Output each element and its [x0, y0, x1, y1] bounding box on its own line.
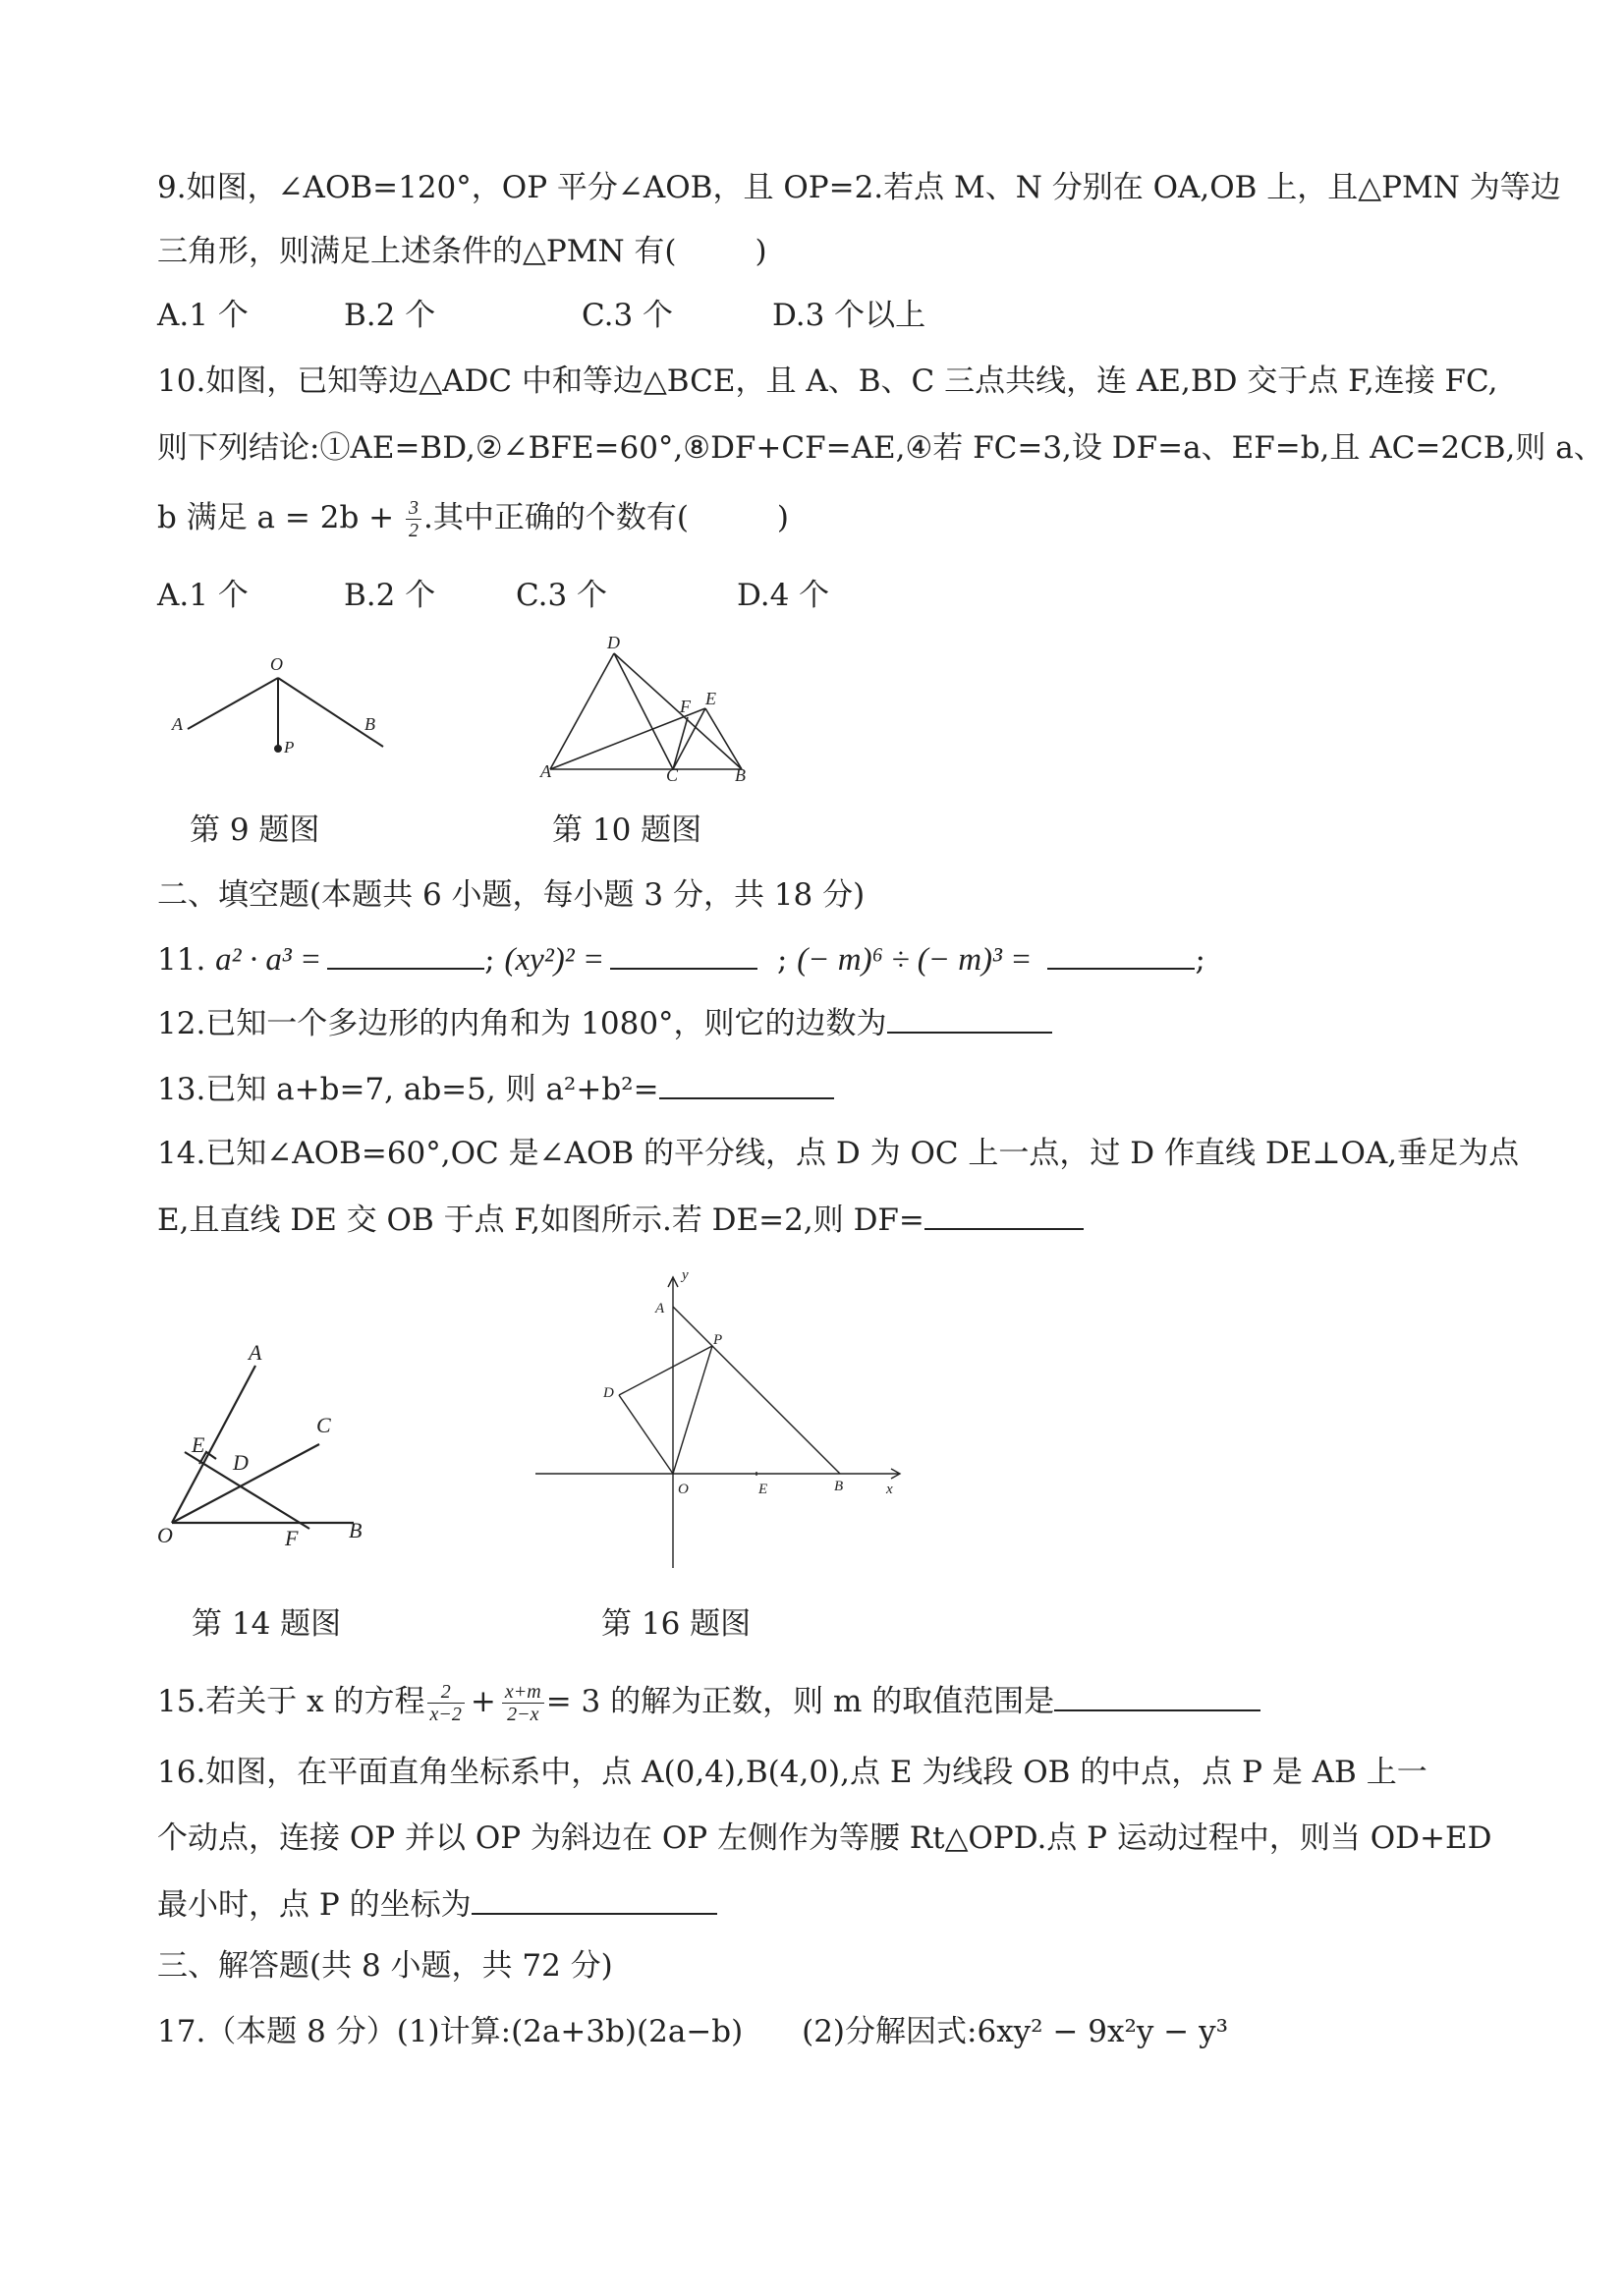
label-x: x — [886, 1482, 893, 1497]
q9-text: 三角形，则满足上述条件的△PMN 有( — [157, 234, 677, 269]
figure-16 — [521, 1258, 914, 1582]
q16-line1: 16.如图，在平面直角坐标系中，点 A(0,4),B(4,0),点 E 为线段 OB 的中点，点 P 是 AB 上一 — [157, 1755, 1427, 1790]
label-c: C — [666, 765, 679, 781]
caption-fig9: 第 9 题图 — [190, 812, 320, 848]
q12-blank[interactable] — [887, 1002, 1052, 1034]
section-2-heading: 二、填空题(本题共 6 小题，每小题 3 分，共 18 分) — [157, 877, 866, 913]
q10-line1: 10.如图，已知等边△ADC 中和等边△BCE，且 A、B、C 三点共线，连 AE,BD 交于点 F,连接 FC, — [157, 364, 1498, 399]
q10-option-d: D.4 个 — [737, 578, 830, 613]
label-e: E — [192, 1432, 205, 1457]
q10-formula-pre: b 满足 a = 2b + — [157, 500, 404, 535]
q17-line — [157, 2011, 1228, 2052]
q11-blank3[interactable] — [1047, 938, 1195, 970]
label-a: A — [655, 1301, 665, 1316]
q9-option-c: C.3 个 — [582, 298, 674, 333]
label-f: F — [285, 1526, 299, 1550]
q15-pre: 15.若关于 x 的方程 — [157, 1684, 425, 1719]
q15-blank[interactable] — [1054, 1680, 1260, 1711]
caption-fig10: 第 10 题图 — [552, 812, 702, 848]
q10-line2: 则下列结论:①AE=BD,②∠BFE=60°,⑧DF+CF=AE,④若 FC=3,设 DF=a、EF=b,且 AC=2CB,则 a、 — [157, 430, 1604, 466]
q13-blank[interactable] — [659, 1068, 834, 1099]
section-3-heading: 三、解答题(共 8 小题，共 72 分) — [157, 1948, 613, 1984]
q17-part2: (2)分解因式:6xy² − 9x²y − y³ — [802, 2014, 1229, 2049]
point-p — [274, 745, 282, 753]
q10-option-c: C.3 个 — [516, 578, 608, 613]
q13-line — [157, 1068, 834, 1110]
caption-fig14: 第 14 题图 — [192, 1606, 342, 1642]
q11-sep2: ; — [776, 942, 788, 978]
q11-blank2[interactable] — [610, 938, 757, 970]
figure-10 — [531, 634, 766, 781]
label-y: y — [682, 1267, 689, 1283]
q14-blank[interactable] — [924, 1199, 1084, 1230]
label-p: P — [284, 738, 295, 756]
q14-text: E,且直线 DE 交 OB 于点 F,如图所示.若 DE=2,则 DF= — [157, 1203, 924, 1238]
q9-line2 — [157, 231, 767, 272]
q10-paren-close: ) — [776, 500, 790, 535]
q11-expr2: (xy²)² = — [504, 942, 605, 978]
label-b: B — [349, 1518, 363, 1542]
q11-blank1[interactable] — [327, 938, 484, 970]
q15-fraction2: $\frac{x+m}{2-x}$ — [502, 1681, 544, 1725]
label-e: E — [705, 689, 716, 708]
label-c: C — [316, 1413, 331, 1437]
figure-14 — [147, 1336, 383, 1552]
label-p: P — [713, 1332, 723, 1348]
label-d: D — [233, 1450, 249, 1475]
q11-expr1: a² · a³ = — [215, 942, 322, 978]
label-b: B — [834, 1479, 844, 1494]
q11-sep1: ; — [484, 942, 495, 978]
label-a: A — [172, 714, 183, 734]
q15-plus: + — [470, 1684, 496, 1719]
q14-line1: 14.已知∠AOB=60°,OC 是∠AOB 的平分线，点 D 为 OC 上一点，过 D 作直线 DE⊥OA,垂足为点 — [157, 1136, 1520, 1171]
q11-line — [157, 938, 1205, 980]
q10-formula-post: .其中正确的个数有( — [422, 500, 689, 535]
q11-sep3: ; — [1195, 942, 1205, 978]
label-a: A — [249, 1340, 262, 1365]
label-d: D — [603, 1385, 614, 1401]
q9-option-a: A.1 个 — [157, 298, 249, 333]
q13-text: 13.已知 a+b=7, ab=5, 则 a²+b²= — [157, 1072, 659, 1107]
q14-line2 — [157, 1199, 1084, 1241]
q11-number: 11. — [157, 942, 206, 978]
q10-option-a: A.1 个 — [157, 578, 249, 613]
label-o: O — [157, 1523, 173, 1547]
label-e: E — [758, 1482, 768, 1497]
q10-line3 — [157, 497, 789, 541]
figure-9 — [162, 648, 398, 776]
label-b: B — [364, 714, 375, 734]
label-f: F — [680, 697, 691, 716]
label-o: O — [270, 654, 283, 674]
q12-line — [157, 1002, 1052, 1044]
caption-fig16: 第 16 题图 — [601, 1606, 752, 1642]
q16-line3 — [157, 1883, 717, 1926]
q15-post: = 3 的解为正数，则 m 的取值范围是 — [545, 1684, 1055, 1719]
label-a: A — [540, 761, 551, 781]
q10-option-b: B.2 个 — [344, 578, 436, 613]
label-b: B — [735, 765, 746, 781]
label-d: D — [607, 634, 620, 652]
q16-blank[interactable] — [472, 1883, 717, 1915]
q17-part1: 17.（本题 8 分）(1)计算:(2a+3b)(2a−b) — [157, 2014, 744, 2049]
q12-text: 12.已知一个多边形的内角和为 1080°，则它的边数为 — [157, 1006, 887, 1041]
q15-line — [157, 1680, 1260, 1725]
label-o: O — [678, 1482, 689, 1497]
q15-fraction1: $\frac{2}{x-2}$ — [427, 1681, 465, 1725]
q9-option-d: D.3 个以上 — [772, 298, 926, 333]
q16-text: 最小时，点 P 的坐标为 — [157, 1887, 472, 1923]
q9-paren-close: ) — [755, 234, 767, 269]
q16-line2: 个动点，连接 OP 并以 OP 为斜边在 OP 左侧作为等腰 Rt△OPD.点 P 运动过程中，则当 OD+ED — [157, 1820, 1492, 1856]
q9-line1: 9.如图，∠AOB=120°，OP 平分∠AOB，且 OP=2.若点 M、N 分别在 OA,OB 上，且△PMN 为等边 — [157, 170, 1561, 205]
q11-expr3: (− m)⁶ ÷ (− m)³ = — [797, 942, 1033, 978]
q10-fraction: $\frac{3}{2}$ — [406, 497, 421, 541]
q9-option-b: B.2 个 — [344, 298, 436, 333]
